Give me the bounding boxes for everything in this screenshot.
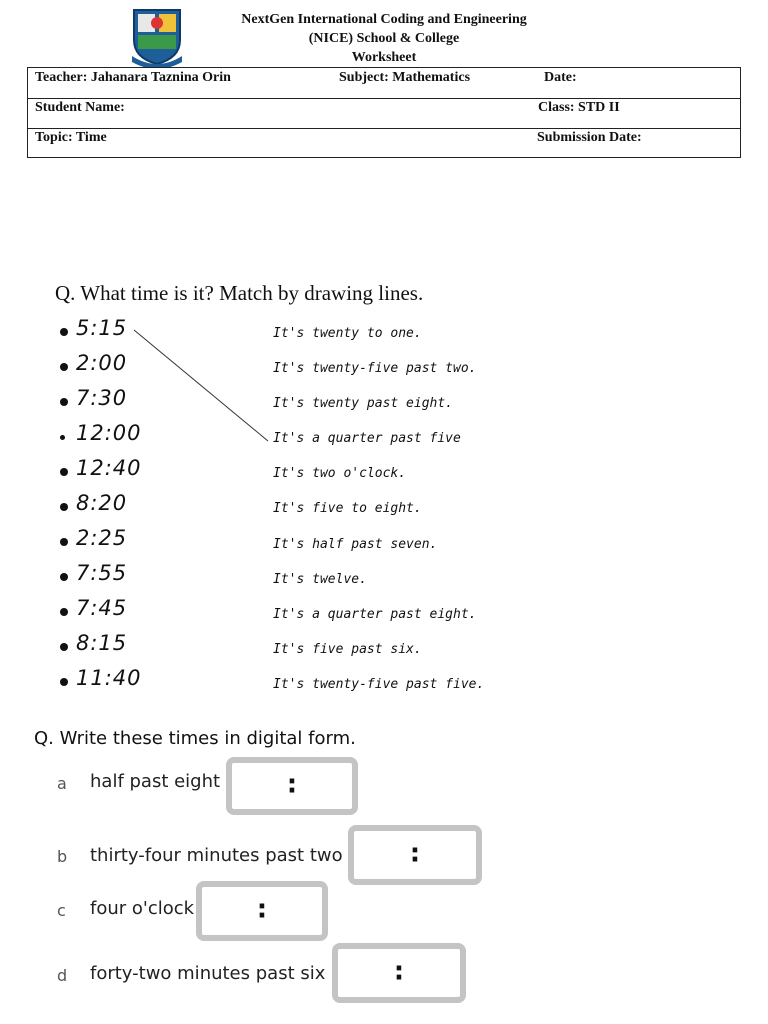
question1-prompt: Q. What time is it? Match by drawing lines. <box>55 281 424 305</box>
phrase-item[interactable]: It's twenty past eight. <box>273 396 454 411</box>
subject-field: Subject: Mathematics <box>339 70 471 85</box>
school-name-line1: NextGen International Coding and Engineering <box>241 12 527 27</box>
item-letter-b: b <box>57 847 68 866</box>
worksheet-title: Worksheet <box>351 50 417 65</box>
phrase-item[interactable]: It's a quarter past five <box>273 431 461 446</box>
phrase-item[interactable]: It's twenty-five past two. <box>273 361 477 376</box>
phrase-item[interactable]: It's five past six. <box>273 642 422 657</box>
answer-box-d[interactable]: : <box>332 943 466 1003</box>
school-name-line2: (NICE) School & College <box>308 31 460 46</box>
answer-box-a[interactable]: : <box>226 757 358 815</box>
student-name-field[interactable]: Student Name: <box>35 100 125 115</box>
answer-box-b[interactable]: : <box>348 825 482 885</box>
phrase-item[interactable]: It's five to eight. <box>273 501 422 516</box>
question2-prompt: Q. Write these times in digital form. <box>34 728 356 749</box>
phrase-item[interactable]: It's a quarter past eight. <box>273 607 477 622</box>
phrase-item[interactable]: It's twenty to one. <box>273 326 422 341</box>
item-letter-c: c <box>57 901 66 920</box>
item-text-a: half past eight <box>90 771 221 792</box>
class-field: Class: STD II <box>538 100 620 115</box>
date-field[interactable]: Date: <box>544 70 577 85</box>
topic-field: Topic: Time <box>35 130 107 145</box>
item-letter-d: d <box>57 966 68 985</box>
item-text-d: forty-two minutes past six <box>90 963 326 984</box>
phrase-item[interactable]: It's twenty-five past five. <box>273 677 485 692</box>
submission-date-field[interactable]: Submission Date: <box>537 130 642 145</box>
answer-box-c[interactable]: : <box>196 881 328 941</box>
phrase-item[interactable]: It's two o'clock. <box>273 466 407 481</box>
item-letter-a: a <box>57 774 67 793</box>
item-text-c: four o'clock <box>90 898 195 919</box>
teacher-field: Teacher: Jahanara Taznina Orin <box>35 70 231 85</box>
item-text-b: thirty-four minutes past two <box>90 845 343 866</box>
phrase-item[interactable]: It's twelve. <box>273 572 367 587</box>
phrase-item[interactable]: It's half past seven. <box>273 537 438 552</box>
